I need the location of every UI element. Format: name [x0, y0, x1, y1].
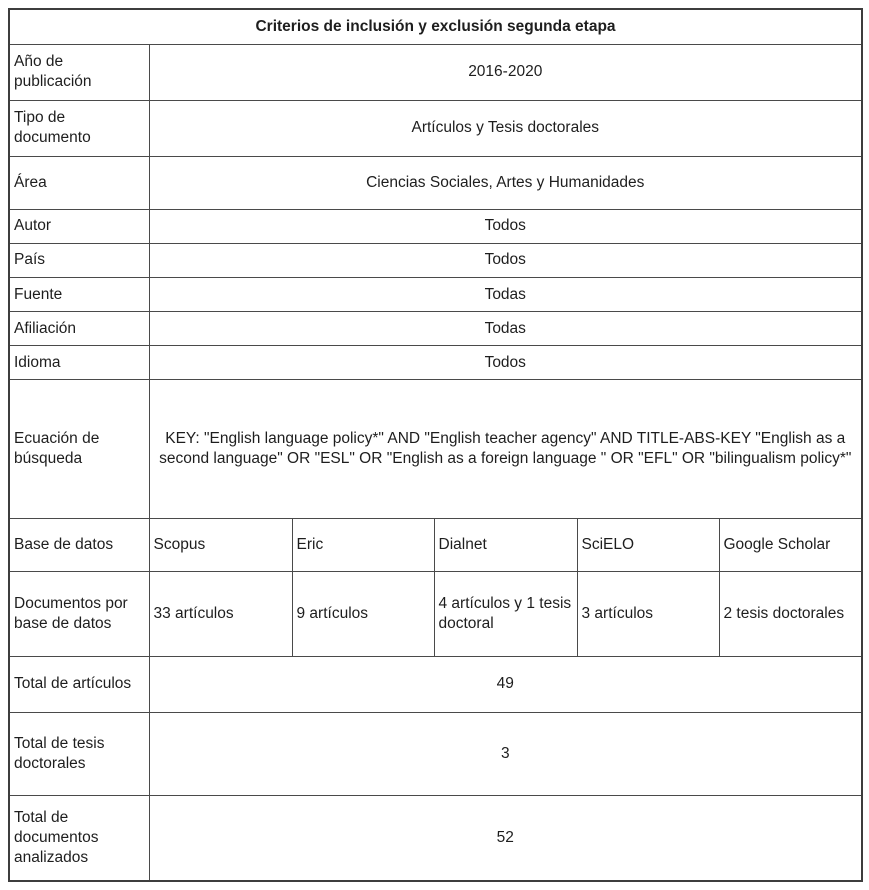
documents-dialnet: 4 artículos y 1 tesis doctoral	[434, 571, 577, 656]
table-row-total-theses	[9, 713, 862, 796]
database-name-eric: Eric	[292, 518, 434, 571]
row-value-source: Todas	[149, 278, 862, 312]
documents-google-scholar: 2 tesis doctorales	[719, 571, 862, 656]
table-row	[9, 100, 862, 156]
table-row	[9, 44, 862, 100]
row-value-document-type: Artículos y Tesis doctorales	[149, 100, 862, 156]
table-row-title	[9, 9, 862, 44]
criteria-table	[8, 8, 863, 882]
table-row	[9, 312, 862, 346]
row-value-country: Todos	[149, 244, 862, 278]
row-label-author: Autor	[9, 209, 149, 243]
row-value-total-articles: 49	[149, 656, 862, 712]
row-value-publication-year: 2016-2020	[149, 44, 862, 100]
row-label-databases: Base de datos	[9, 518, 149, 571]
row-label-document-type: Tipo de documento	[9, 100, 149, 156]
table-row	[9, 244, 862, 278]
documents-scopus: 33 artículos	[149, 571, 292, 656]
row-label-publication-year: Año de publicación	[9, 44, 149, 100]
table-row-documents	[9, 571, 862, 656]
table-title: Criterios de inclusión y exclusión segunda etapa	[9, 9, 862, 44]
row-value-affiliation: Todas	[149, 312, 862, 346]
row-value-total-analyzed: 52	[149, 796, 862, 881]
row-label-area: Área	[9, 156, 149, 209]
documents-scielo: 3 artículos	[577, 571, 719, 656]
row-label-source: Fuente	[9, 278, 149, 312]
row-value-area: Ciencias Sociales, Artes y Humanidades	[149, 156, 862, 209]
table-row	[9, 278, 862, 312]
database-name-scopus: Scopus	[149, 518, 292, 571]
row-label-total-analyzed: Total de documentos analizados	[9, 796, 149, 881]
table-row-total-articles	[9, 656, 862, 712]
row-label-affiliation: Afiliación	[9, 312, 149, 346]
row-value-language: Todos	[149, 346, 862, 380]
row-label-language: Idioma	[9, 346, 149, 380]
row-label-total-theses: Total de tesis doctorales	[9, 713, 149, 796]
table-row-databases	[9, 518, 862, 571]
row-value-author: Todos	[149, 209, 862, 243]
row-label-documents-per-database: Documentos por base de datos	[9, 571, 149, 656]
row-label-country: País	[9, 244, 149, 278]
row-label-search-equation: Ecuación de búsqueda	[9, 380, 149, 518]
table-row	[9, 346, 862, 380]
table-row	[9, 380, 862, 518]
row-label-total-articles: Total de artículos	[9, 656, 149, 712]
table-row	[9, 156, 862, 209]
database-name-google-scholar: Google Scholar	[719, 518, 862, 571]
row-value-total-theses: 3	[149, 713, 862, 796]
documents-eric: 9 artículos	[292, 571, 434, 656]
database-name-scielo: SciELO	[577, 518, 719, 571]
database-name-dialnet: Dialnet	[434, 518, 577, 571]
table-row-total-analyzed	[9, 796, 862, 881]
row-value-search-equation: KEY: "English language policy*" AND "English teacher agency" AND TITLE-ABS-KEY "English as a second language" OR "ESL" OR "English as a foreign language " OR "EFL" OR "bilingualism policy*"	[149, 380, 862, 518]
table-row	[9, 209, 862, 243]
